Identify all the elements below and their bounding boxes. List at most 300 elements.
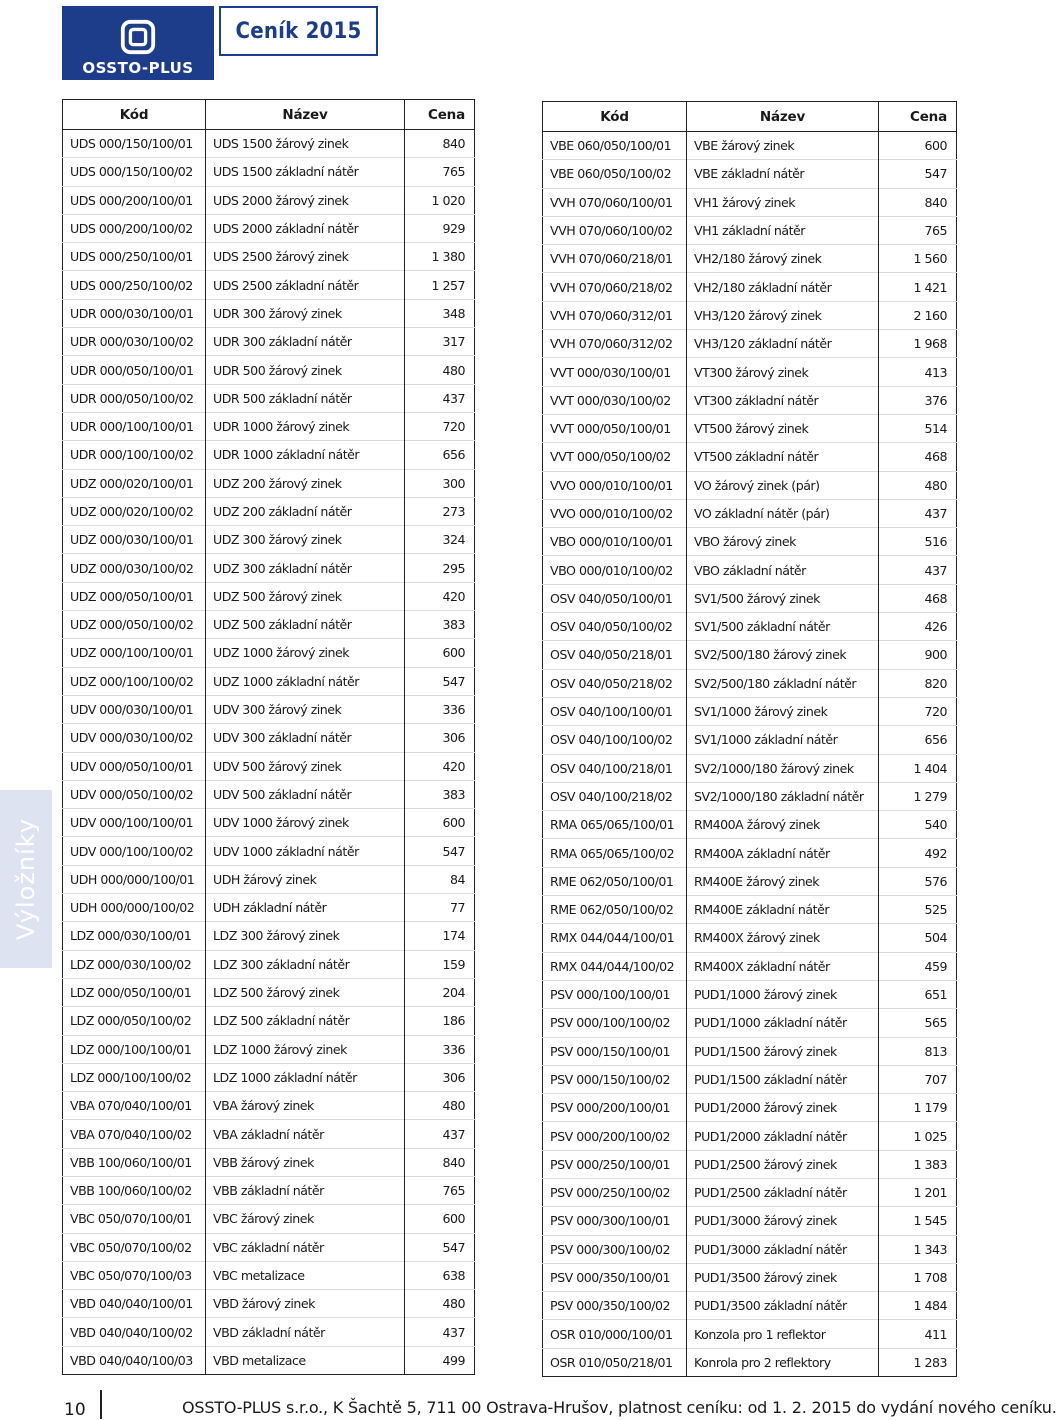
cell-price: 348: [405, 299, 475, 327]
logo-text: OSSTO-PLUS: [82, 59, 194, 77]
table-row: [543, 216, 957, 244]
table-row: [63, 582, 475, 610]
cell-name: VBC základní nátěr: [206, 1233, 405, 1261]
cell-price: 576: [879, 867, 957, 895]
cell-name: VBO základní nátěr: [687, 556, 879, 584]
cell-price: 306: [405, 1063, 475, 1091]
table-row: [543, 839, 957, 867]
cell-price: 1 025: [879, 1122, 957, 1150]
cell-name: SV1/500 základní nátěr: [687, 613, 879, 641]
cell-name: PUD1/1500 žárový zinek: [687, 1037, 879, 1065]
cell-name: SV2/1000/180 základní nátěr: [687, 782, 879, 810]
cell-price: 459: [879, 952, 957, 980]
cell-code: LDZ 000/030/100/02: [63, 950, 206, 978]
cell-price: 186: [405, 1007, 475, 1035]
cell-name: SV1/1000 žárový zinek: [687, 697, 879, 725]
cell-price: 1 560: [879, 245, 957, 273]
cell-code: OSR 010/050/218/01: [543, 1348, 687, 1376]
cell-price: 651: [879, 980, 957, 1008]
table-row: [63, 894, 475, 922]
cell-code: PSV 000/350/100/02: [543, 1292, 687, 1320]
cell-code: UDS 000/150/100/01: [63, 130, 206, 158]
cell-code: VVT 000/030/100/01: [543, 358, 687, 386]
table-row: [63, 639, 475, 667]
table-row: [63, 724, 475, 752]
cell-code: LDZ 000/030/100/01: [63, 922, 206, 950]
cell-price: 1 484: [879, 1292, 957, 1320]
table-row: [63, 1035, 475, 1063]
cell-name: VT300 žárový zinek: [687, 358, 879, 386]
table-row: [63, 469, 475, 497]
cell-name: VBA základní nátěr: [206, 1120, 405, 1148]
cell-code: UDZ 000/030/100/01: [63, 526, 206, 554]
cell-price: 547: [405, 837, 475, 865]
cell-price: 547: [879, 160, 957, 188]
cell-price: 273: [405, 497, 475, 525]
cell-code: UDR 000/050/100/01: [63, 356, 206, 384]
table-row: [543, 980, 957, 1008]
cell-name: UDZ 300 žárový zinek: [206, 526, 405, 554]
cell-code: UDZ 000/020/100/02: [63, 497, 206, 525]
cell-name: VO žárový zinek (pár): [687, 471, 879, 499]
table-row: [63, 328, 475, 356]
table-row: [63, 695, 475, 723]
cell-code: RMA 065/065/100/02: [543, 839, 687, 867]
cell-name: Konzola pro 1 reflektor: [687, 1320, 879, 1348]
table-row: [543, 471, 957, 499]
cell-code: UDR 000/050/100/02: [63, 384, 206, 412]
page-number: 10: [64, 1400, 86, 1420]
cell-name: VBO žárový zinek: [687, 528, 879, 556]
table-body: [543, 132, 957, 1377]
cell-name: UDV 300 žárový zinek: [206, 695, 405, 723]
cell-price: 656: [879, 726, 957, 754]
cell-price: 468: [879, 443, 957, 471]
table-header-row: [543, 102, 957, 132]
table-row: [63, 752, 475, 780]
cell-price: 600: [879, 132, 957, 160]
page-title: Ceník 2015: [219, 6, 378, 56]
cell-price: 900: [879, 641, 957, 669]
cell-code: UDH 000/000/100/02: [63, 894, 206, 922]
column-header-code: Kód: [543, 102, 687, 132]
cell-name: VBA žárový zinek: [206, 1092, 405, 1120]
logo-emblem-icon: [119, 18, 157, 56]
cell-code: VVT 000/030/100/02: [543, 386, 687, 414]
cell-price: 324: [405, 526, 475, 554]
cell-price: 1 708: [879, 1263, 957, 1291]
cell-code: VBC 050/070/100/01: [63, 1205, 206, 1233]
cell-price: 765: [405, 1176, 475, 1204]
cell-name: VBB žárový zinek: [206, 1148, 405, 1176]
cell-price: 600: [405, 809, 475, 837]
cell-price: 77: [405, 894, 475, 922]
cell-code: UDZ 000/030/100/02: [63, 554, 206, 582]
table-row: [63, 130, 475, 158]
cell-name: RM400A základní nátěr: [687, 839, 879, 867]
table-row: [543, 1207, 957, 1235]
cell-price: 1 283: [879, 1348, 957, 1376]
cell-name: UDV 300 základní nátěr: [206, 724, 405, 752]
cell-price: 499: [405, 1346, 475, 1374]
cell-name: VO základní nátěr (pár): [687, 499, 879, 527]
cell-name: VH3/120 základní nátěr: [687, 330, 879, 358]
cell-code: OSV 040/100/218/02: [543, 782, 687, 810]
cell-name: UDR 500 žárový zinek: [206, 356, 405, 384]
cell-price: 929: [405, 214, 475, 242]
cell-name: UDZ 1000 základní nátěr: [206, 667, 405, 695]
cell-name: UDR 1000 základní nátěr: [206, 441, 405, 469]
cell-price: 84: [405, 865, 475, 893]
cell-code: PSV 000/100/100/01: [543, 980, 687, 1008]
cell-name: PUD1/2000 žárový zinek: [687, 1094, 879, 1122]
cell-name: RM400E žárový zinek: [687, 867, 879, 895]
table-row: [543, 613, 957, 641]
cell-name: UDS 2500 základní nátěr: [206, 271, 405, 299]
cell-name: UDR 300 žárový zinek: [206, 299, 405, 327]
cell-name: UDR 1000 žárový zinek: [206, 412, 405, 440]
cell-code: UDS 000/200/100/01: [63, 186, 206, 214]
cell-name: VH1 základní nátěr: [687, 216, 879, 244]
cell-code: VVH 070/060/312/01: [543, 301, 687, 329]
footer-divider: [100, 1390, 102, 1419]
cell-name: PUD1/1000 základní nátěr: [687, 1009, 879, 1037]
cell-name: PUD1/2500 žárový zinek: [687, 1150, 879, 1178]
cell-code: PSV 000/300/100/02: [543, 1235, 687, 1263]
cell-price: 504: [879, 924, 957, 952]
cell-price: 437: [405, 384, 475, 412]
table-row: [543, 896, 957, 924]
cell-price: 437: [405, 1120, 475, 1148]
table-row: [63, 412, 475, 440]
cell-code: PSV 000/100/100/02: [543, 1009, 687, 1037]
cell-code: VVH 070/060/218/02: [543, 273, 687, 301]
cell-price: 159: [405, 950, 475, 978]
table-row: [63, 1120, 475, 1148]
cell-code: VVH 070/060/312/02: [543, 330, 687, 358]
cell-code: VBB 100/060/100/02: [63, 1176, 206, 1204]
table-row: [543, 245, 957, 273]
table-row: [543, 811, 957, 839]
cell-code: PSV 000/250/100/02: [543, 1178, 687, 1206]
table-row: [63, 384, 475, 412]
table-row: [543, 1348, 957, 1376]
cell-code: UDS 000/250/100/02: [63, 271, 206, 299]
cell-code: OSV 040/050/218/02: [543, 669, 687, 697]
cell-price: 1 201: [879, 1178, 957, 1206]
cell-code: UDR 000/030/100/02: [63, 328, 206, 356]
cell-code: VBO 000/010/100/01: [543, 528, 687, 556]
cell-price: 420: [405, 582, 475, 610]
cell-price: 295: [405, 554, 475, 582]
cell-name: PUD1/2000 základní nátěr: [687, 1122, 879, 1150]
cell-price: 765: [879, 216, 957, 244]
cell-price: 600: [405, 1205, 475, 1233]
table-row: [63, 1148, 475, 1176]
cell-name: SV2/500/180 základní nátěr: [687, 669, 879, 697]
cell-code: VBD 040/040/100/03: [63, 1346, 206, 1374]
cell-name: SV2/1000/180 žárový zinek: [687, 754, 879, 782]
cell-name: LDZ 500 základní nátěr: [206, 1007, 405, 1035]
cell-price: 336: [405, 695, 475, 723]
table-row: [63, 667, 475, 695]
cell-price: 565: [879, 1009, 957, 1037]
cell-price: 437: [879, 556, 957, 584]
table-row: [543, 669, 957, 697]
table-row: [63, 865, 475, 893]
cell-name: VT300 základní nátěr: [687, 386, 879, 414]
cell-code: UDZ 000/020/100/01: [63, 469, 206, 497]
cell-name: SV1/1000 základní nátěr: [687, 726, 879, 754]
cell-code: RMA 065/065/100/01: [543, 811, 687, 839]
table-row: [63, 1233, 475, 1261]
cell-name: UDV 500 žárový zinek: [206, 752, 405, 780]
cell-code: VVT 000/050/100/02: [543, 443, 687, 471]
table-row: [63, 1176, 475, 1204]
cell-code: UDS 000/200/100/02: [63, 214, 206, 242]
cell-name: RM400X žárový zinek: [687, 924, 879, 952]
cell-code: VVO 000/010/100/02: [543, 499, 687, 527]
cell-code: OSV 040/050/218/01: [543, 641, 687, 669]
company-logo: [62, 6, 214, 80]
cell-name: UDS 2000 žárový zinek: [206, 186, 405, 214]
cell-code: UDZ 000/050/100/01: [63, 582, 206, 610]
cell-name: VBB základní nátěr: [206, 1176, 405, 1204]
cell-code: UDS 000/150/100/02: [63, 158, 206, 186]
cell-price: 514: [879, 414, 957, 442]
cell-name: SV2/500/180 žárový zinek: [687, 641, 879, 669]
table-row: [543, 1150, 957, 1178]
cell-code: RME 062/050/100/01: [543, 867, 687, 895]
cell-price: 813: [879, 1037, 957, 1065]
table-row: [63, 299, 475, 327]
cell-price: 1 380: [405, 243, 475, 271]
table-row: [63, 554, 475, 582]
cell-price: 300: [405, 469, 475, 497]
cell-price: 306: [405, 724, 475, 752]
cell-code: OSV 040/050/100/02: [543, 613, 687, 641]
cell-name: UDR 300 základní nátěr: [206, 328, 405, 356]
footer-text: OSSTO-PLUS s.r.o., K Šachtě 5, 711 00 Ostrava-Hrušov, platnost ceníku: od 1. 2. 2015 do vydání nového ceníku.: [182, 1398, 1057, 1417]
table-row: [63, 243, 475, 271]
cell-name: LDZ 1000 základní nátěr: [206, 1063, 405, 1091]
cell-price: 383: [405, 611, 475, 639]
cell-code: PSV 000/200/100/02: [543, 1122, 687, 1150]
cell-price: 516: [879, 528, 957, 556]
cell-code: RMX 044/044/100/01: [543, 924, 687, 952]
cell-name: PUD1/3000 základní nátěr: [687, 1235, 879, 1263]
cell-code: UDV 000/030/100/01: [63, 695, 206, 723]
cell-code: UDV 000/100/100/01: [63, 809, 206, 837]
cell-code: VBC 050/070/100/02: [63, 1233, 206, 1261]
cell-price: 437: [879, 499, 957, 527]
cell-code: LDZ 000/050/100/02: [63, 1007, 206, 1035]
cell-name: VBD metalizace: [206, 1346, 405, 1374]
table-row: [63, 441, 475, 469]
cell-name: VBE žárový zinek: [687, 132, 879, 160]
cell-name: VBD základní nátěr: [206, 1318, 405, 1346]
cell-code: VVH 070/060/100/02: [543, 216, 687, 244]
cell-name: UDZ 500 základní nátěr: [206, 611, 405, 639]
cell-price: 420: [405, 752, 475, 780]
cell-price: 1 343: [879, 1235, 957, 1263]
cell-name: RM400X základní nátěr: [687, 952, 879, 980]
column-header-price: Cena: [879, 102, 957, 132]
cell-name: PUD1/3500 žárový zinek: [687, 1263, 879, 1291]
cell-code: LDZ 000/100/100/02: [63, 1063, 206, 1091]
cell-price: 336: [405, 1035, 475, 1063]
cell-price: 525: [879, 896, 957, 924]
cell-code: PSV 000/150/100/02: [543, 1065, 687, 1093]
cell-code: VBA 070/040/100/02: [63, 1120, 206, 1148]
cell-price: 437: [405, 1318, 475, 1346]
cell-code: VBD 040/040/100/01: [63, 1290, 206, 1318]
cell-code: RME 062/050/100/02: [543, 896, 687, 924]
table-row: [543, 273, 957, 301]
cell-code: UDR 000/100/100/01: [63, 412, 206, 440]
table-row: [543, 1009, 957, 1037]
cell-name: UDH základní nátěr: [206, 894, 405, 922]
table-row: [543, 1320, 957, 1348]
cell-price: 1 383: [879, 1150, 957, 1178]
cell-price: 840: [879, 188, 957, 216]
table-row: [543, 132, 957, 160]
table-row: [63, 214, 475, 242]
cell-price: 820: [879, 669, 957, 697]
table-row: [63, 271, 475, 299]
table-row: [63, 1318, 475, 1346]
cell-name: VBD žárový zinek: [206, 1290, 405, 1318]
column-header-name: Název: [687, 102, 879, 132]
cell-name: UDR 500 základní nátěr: [206, 384, 405, 412]
cell-code: UDR 000/100/100/02: [63, 441, 206, 469]
table-body: [63, 130, 475, 1375]
cell-price: 638: [405, 1261, 475, 1289]
table-row: [543, 1263, 957, 1291]
cell-name: UDZ 200 žárový zinek: [206, 469, 405, 497]
cell-price: 547: [405, 667, 475, 695]
cell-code: UDZ 000/050/100/02: [63, 611, 206, 639]
cell-price: 1 257: [405, 271, 475, 299]
table-row: [543, 1122, 957, 1150]
table-row: [543, 924, 957, 952]
cell-price: 1 179: [879, 1094, 957, 1122]
table-row: [543, 528, 957, 556]
cell-code: PSV 000/250/100/01: [543, 1150, 687, 1178]
cell-name: RM400A žárový zinek: [687, 811, 879, 839]
cell-code: VVH 070/060/218/01: [543, 245, 687, 273]
cell-code: LDZ 000/100/100/01: [63, 1035, 206, 1063]
cell-code: OSR 010/000/100/01: [543, 1320, 687, 1348]
cell-code: VVH 070/060/100/01: [543, 188, 687, 216]
cell-name: VBC žárový zinek: [206, 1205, 405, 1233]
cell-price: 383: [405, 780, 475, 808]
cell-name: VH1 žárový zinek: [687, 188, 879, 216]
table-row: [63, 780, 475, 808]
table-row: [63, 1063, 475, 1091]
cell-code: RMX 044/044/100/02: [543, 952, 687, 980]
cell-price: 480: [879, 471, 957, 499]
table-row: [543, 188, 957, 216]
price-table-left: [62, 99, 475, 1375]
cell-price: 656: [405, 441, 475, 469]
cell-price: 540: [879, 811, 957, 839]
table-row: [63, 186, 475, 214]
cell-price: 547: [405, 1233, 475, 1261]
cell-name: UDV 500 základní nátěr: [206, 780, 405, 808]
cell-name: LDZ 300 základní nátěr: [206, 950, 405, 978]
cell-name: Konrola pro 2 reflektory: [687, 1348, 879, 1376]
cell-code: UDV 000/050/100/01: [63, 752, 206, 780]
table-row: [543, 499, 957, 527]
cell-code: UDZ 000/100/100/02: [63, 667, 206, 695]
table-row: [63, 1205, 475, 1233]
cell-name: LDZ 500 žárový zinek: [206, 978, 405, 1006]
cell-price: 1 968: [879, 330, 957, 358]
cell-price: 468: [879, 584, 957, 612]
cell-name: VH2/180 základní nátěr: [687, 273, 879, 301]
cell-price: 480: [405, 1092, 475, 1120]
table-row: [63, 978, 475, 1006]
cell-code: LDZ 000/050/100/01: [63, 978, 206, 1006]
table-row: [63, 1007, 475, 1035]
table-row: [63, 158, 475, 186]
table-header-row: [63, 100, 475, 130]
cell-price: 2 160: [879, 301, 957, 329]
table-row: [63, 1346, 475, 1374]
table-row: [543, 697, 957, 725]
cell-code: VVT 000/050/100/01: [543, 414, 687, 442]
table-row: [63, 837, 475, 865]
cell-name: UDH žárový zinek: [206, 865, 405, 893]
cell-code: VBO 000/010/100/02: [543, 556, 687, 584]
cell-name: UDZ 1000 žárový zinek: [206, 639, 405, 667]
table-row: [543, 952, 957, 980]
cell-name: PUD1/1500 základní nátěr: [687, 1065, 879, 1093]
cell-price: 411: [879, 1320, 957, 1348]
table-row: [543, 1178, 957, 1206]
cell-price: 720: [405, 412, 475, 440]
cell-price: 413: [879, 358, 957, 386]
cell-price: 765: [405, 158, 475, 186]
table-row: [543, 358, 957, 386]
column-header-price: Cena: [405, 100, 475, 130]
cell-code: VBE 060/050/100/01: [543, 132, 687, 160]
cell-name: UDZ 500 žárový zinek: [206, 582, 405, 610]
table-row: [543, 330, 957, 358]
cell-code: OSV 040/100/218/01: [543, 754, 687, 782]
table-row: [543, 584, 957, 612]
cell-price: 204: [405, 978, 475, 1006]
table-row: [543, 386, 957, 414]
cell-price: 426: [879, 613, 957, 641]
table-row: [543, 1094, 957, 1122]
table-row: [543, 443, 957, 471]
cell-code: VBD 040/040/100/02: [63, 1318, 206, 1346]
cell-price: 317: [405, 328, 475, 356]
table-row: [543, 1065, 957, 1093]
cell-price: 600: [405, 639, 475, 667]
cell-price: 1 404: [879, 754, 957, 782]
cell-name: LDZ 300 žárový zinek: [206, 922, 405, 950]
table-row: [63, 1290, 475, 1318]
table-row: [543, 1292, 957, 1320]
cell-price: 480: [405, 356, 475, 384]
cell-code: UDZ 000/100/100/01: [63, 639, 206, 667]
cell-code: VBB 100/060/100/01: [63, 1148, 206, 1176]
cell-code: VBA 070/040/100/01: [63, 1092, 206, 1120]
table-row: [543, 160, 957, 188]
